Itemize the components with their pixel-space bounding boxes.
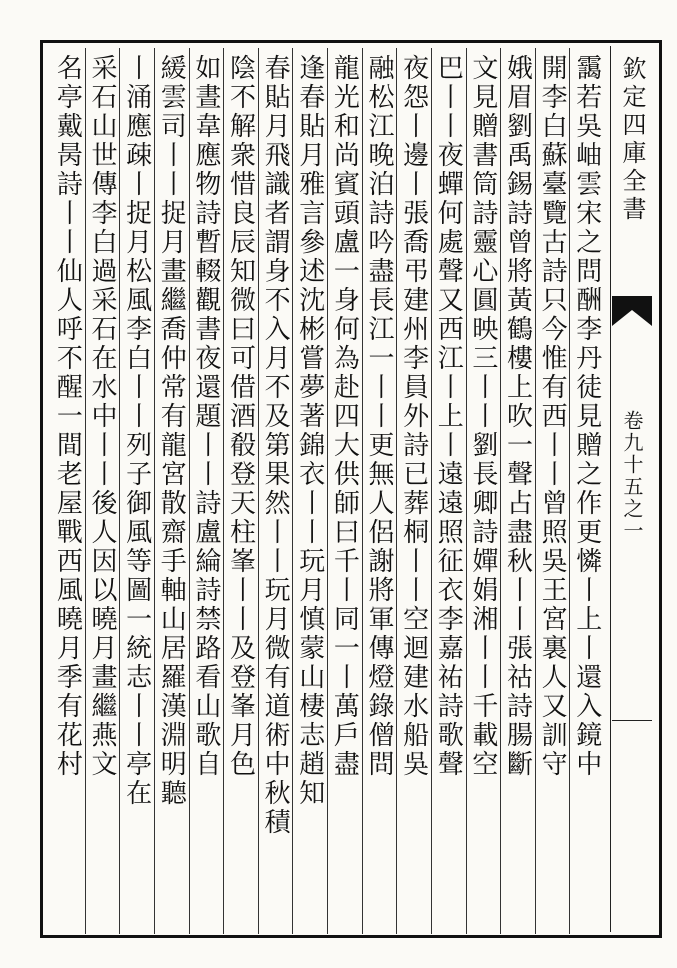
text-column: 名亭戴昺詩丨丨仙人呼不醒一間老屋戰西風曉月季有花村 [52, 54, 83, 779]
text-column: 采石山世傳李白過采石在水中丨丨後人因以曉月畫繼燕文 [86, 54, 117, 779]
column-rule [396, 48, 397, 934]
text-column: 文見贈書筒詩靈心圓映三丨丨劉長卿詩嬋娟湘丨丨千載空 [467, 54, 498, 779]
margin-rule [612, 720, 652, 721]
column-rule [535, 48, 536, 934]
fish-tail-mark [612, 296, 652, 326]
column-rule [223, 48, 224, 934]
column-rule [119, 48, 120, 934]
book-title: 欽定四庫全書 [618, 56, 646, 224]
column-rule [362, 48, 363, 934]
column-rule [327, 48, 328, 934]
text-column: 開李白蘇臺覽古詩只今惟有西丨丨曾照吳王宮裏人又訓守 [537, 54, 568, 779]
text-column: 娥眉劉禹錫詩曾將黃鶴樓上吹一聲占盡秋丨丨張祜詩腸斷 [502, 54, 533, 779]
column-rule [154, 48, 155, 934]
text-column: 丨涌應疎丨捉月松風李白丨丨列子御風等圖一統志丨丨亭在 [121, 54, 152, 808]
column-rule [466, 48, 467, 934]
text-column: 巴丨丨夜蟬何處聲又西江丨上丨遠遠照征衣李嘉祐詩歌聲 [433, 54, 464, 779]
text-column: 龍光和尚賓頭盧一身何為赴四大供師曰千丨同一丨萬戶盡 [329, 54, 360, 779]
juan-number: 卷九十五之一 [620, 410, 644, 542]
text-column: 春貼月飛識者謂身不入月不及第果然丨丨玩月微有道術中秋積 [260, 54, 291, 837]
text-column: 陰不解衆惜良辰知微曰可借酒殽登天柱峯丨丨及登峯月色 [225, 54, 256, 779]
column-rule [500, 48, 501, 934]
text-column: 如晝韋應物詩暫輟觀書夜還題丨丨詩盧綸詩禁路看山歌自 [190, 54, 221, 779]
column-rule [292, 48, 293, 934]
column-rule [85, 48, 86, 934]
column-rule [189, 48, 190, 934]
column-rule [569, 48, 570, 934]
text-column: 夜怨丨邊丨張喬弔建州李員外詩已葬桐丨丨空迴建水船吳 [398, 54, 429, 779]
text-column: 融松江晚泊詩吟盡長江一丨丨更無人侶謝將軍傳燈錄僧問 [363, 54, 394, 779]
column-rule [258, 48, 259, 934]
text-column: 靄若吳岫雲宋之問酬李丹徒見贈之作更憐丨上丨還入鏡中 [571, 54, 602, 779]
column-rule [431, 48, 432, 934]
text-column: 緩雲司丨丨捉月畫繼喬仲常有龍宮散齋手軸山居羅漢淵明聽 [156, 54, 187, 808]
text-column: 逢春貼月雅言參述沈彬嘗夢著錦衣丨丨玩月慎蒙山棲志趙知 [294, 54, 325, 808]
